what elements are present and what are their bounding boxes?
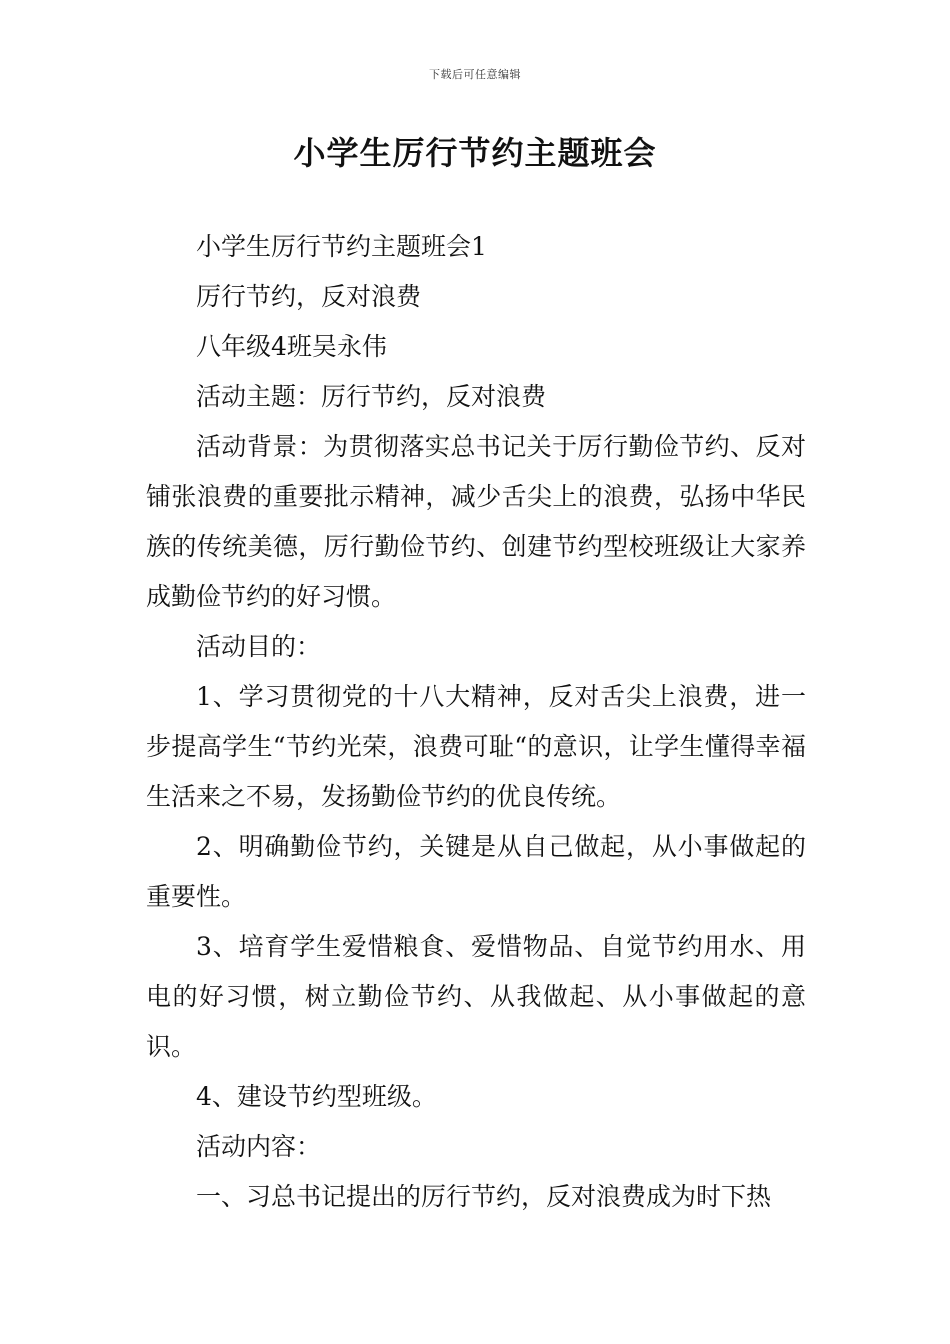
paragraph-purpose-4: 4、建设节约型班级。 xyxy=(196,1082,437,1111)
paragraph-content-1: 一、习总书记提出的厉行节约，反对浪费成为时下热 xyxy=(196,1182,772,1211)
paragraph-subtitle: 小学生厉行节约主题班会1 xyxy=(196,232,487,261)
paragraph-activity-background: 活动背景：为贯彻落实总书记关于厉行勤俭节约、反对铺张浪费的重要批示精神，减少舌尖上的浪费，弘扬中华民族的传统美德，厉行勤俭节约、创建节约型校班级让大家养成勤俭节约的好习惯。 xyxy=(146,432,806,611)
paragraph-purpose-3: 3、培育学生爱惜粮食、爱惜物品、自觉节约用水、用电的好习惯，树立勤俭节约、从我做起、从小事做起的意识。 xyxy=(146,932,806,1061)
document-body xyxy=(146,222,806,1222)
paragraph-author: 八年级4班吴永伟 xyxy=(196,332,387,361)
paragraph-slogan: 厉行节约，反对浪费 xyxy=(196,282,422,311)
document-title: 小学生厉行节约主题班会 xyxy=(293,134,657,172)
paragraph-purpose-2: 2、明确勤俭节约，关键是从自己做起，从小事做起的重要性。 xyxy=(146,832,806,911)
paragraph-activity-theme: 活动主题：厉行节约，反对浪费 xyxy=(196,382,547,411)
paragraph-activity-content-heading: 活动内容： xyxy=(196,1132,322,1161)
paragraph-activity-purpose-heading: 活动目的： xyxy=(196,632,322,661)
paragraph-purpose-1: 1、学习贯彻党的十八大精神，反对舌尖上浪费，进一步提高学生“节约光荣，浪费可耻“的意识，让学生懂得幸福生活来之不易，发扬勤俭节约的优良传统。 xyxy=(146,682,806,811)
header-note: 下载后可任意编辑 xyxy=(429,68,521,81)
